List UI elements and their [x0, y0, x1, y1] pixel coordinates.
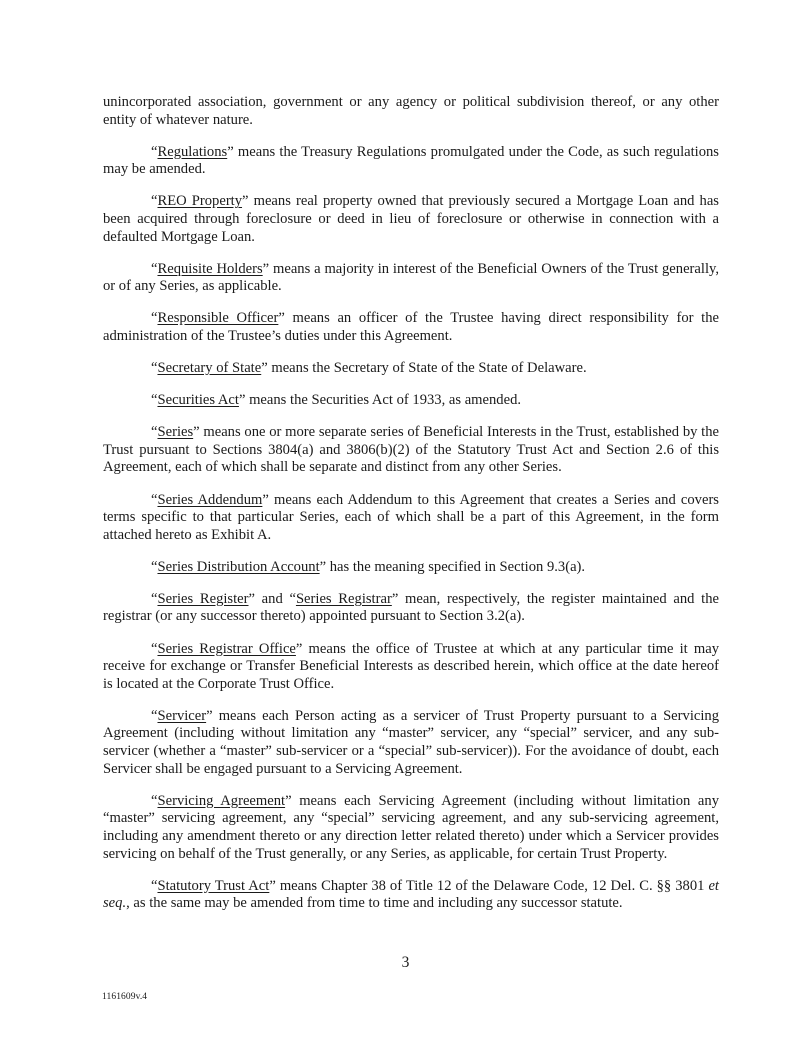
defined-term-secondary: Series Registrar — [295, 590, 392, 607]
definition-text: ” has the meaning specified in Section 9.3(a). — [319, 558, 586, 575]
definition-series-register: “Series Register” and “Series Registrar” mean, respectively, the register maintained and the registrar (or any successor thereto) appointed pursuant to Section 3.2(a). — [103, 590, 719, 625]
term-connector: ” and “ — [248, 590, 296, 607]
definition-requisite-holders: “Requisite Holders” means a majority in interest of the Beneficial Owners of the Trust generally, or of any Series, as applicable. — [103, 260, 719, 295]
defined-term: Securities Act — [157, 392, 239, 409]
definition-text: ” means a majority in interest of the Beneficial Owners of the Trust generally, or of any Series, as applicable. — [103, 260, 719, 295]
definition-text: ” means each Person acting as a servicer of Trust Property pursuant to a Servicing Agreement (including without limitation any “master” servicer, any “special” servicer, and any sub-servicer (whether a “master” sub-servicer or a “special” sub-servicer)). For the avoidance of doubt, each Servicer shall be engaged pursuant to a Servicing Agreement. — [103, 707, 719, 777]
definition-text-continued: , as the same may be amended from time to time and including any successor statute. — [126, 895, 623, 912]
definition-text: ” means the Securities Act of 1933, as amended. — [238, 392, 522, 409]
definition-series-addendum: “Series Addendum” means each Addendum to this Agreement that creates a Series and covers terms specific to that particular Series, each of which shall be a part of this Agreement, in the form attached hereto as Exhibit A. — [103, 491, 719, 543]
definition-servicing-agreement: “Servicing Agreement” means each Servicing Agreement (including without limitation any “master” servicing agreement, any “special” servicing agreement, and any sub-servicing agreement, including any amendment thereto or any direction letter related thereto) under which a Servicer provides servicing on behalf of the Trust generally, or any Series, as applicable, for certain Trust Property. — [103, 792, 719, 862]
definition-text: ” means each Servicing Agreement (including without limitation any “master” servicing agreement, any “special” servicing agreement, and any sub-servicing agreement, including any amendment thereto or any direction letter related thereto) under which a Servicer provides servicing on behalf of the Trust generally, or any Series, as applicable, for certain Trust Property. — [103, 792, 719, 862]
definition-responsible-officer: “Responsible Officer” means an officer of the Trustee having direct responsibility for the administration of the Trustee’s duties under this Agreement. — [103, 310, 719, 344]
defined-term: Series Registrar Office — [157, 640, 296, 657]
definition-series: “Series” means one or more separate series of Beneficial Interests in the Trust, established by the Trust pursuant to Sections 3804(a) and 3806(b)(2) of the Statutory Trust Act and Section 2.6 of this Agreement, each of which shall be separate and distinct from any other Series. — [103, 424, 719, 476]
definition-text: ” means the Treasury Regulations promulgated under the Code, as such regulations may be amended. — [103, 143, 719, 178]
definition-text: ” means each Addendum to this Agreement that creates a Series and covers terms specific to that particular Series, each of which shall be a part of this Agreement, in the form attached hereto as Exhibit A. — [103, 491, 719, 543]
defined-term: Statutory Trust Act — [157, 877, 270, 894]
page-number: 3 — [401, 954, 410, 971]
definition-reo-property: “REO Property” means real property owned that previously secured a Mortgage Loan and has been acquired through foreclosure or deed in lieu of foreclosure or otherwise in connection with a defaulted Mortgage Loan. — [103, 193, 719, 245]
defined-term: Servicer — [157, 707, 207, 724]
defined-term: Responsible Officer — [157, 310, 279, 327]
definition-series-registrar-office: “Series Registrar Office” means the office of Trustee at which at any particular time it may receive for exchange or Transfer Beneficial Interests as described herein, which office at the date hereof is located at the Corporate Trust Office. — [103, 640, 719, 692]
definition-text: ” means the Secretary of State of the State of Delaware. — [261, 360, 587, 377]
defined-term: Series Addendum — [157, 491, 263, 508]
definition-text: ” means real property owned that previously secured a Mortgage Loan and has been acquired through foreclosure or deed in lieu of foreclosure or otherwise in connection with a defaulted Mortgage Loan. — [103, 193, 719, 245]
document-body — [103, 94, 719, 927]
definition-securities-act: “Securities Act” means the Securities Act of 1933, as amended. — [151, 392, 522, 409]
definition-regulations: “Regulations” means the Treasury Regulations promulgated under the Code, as such regulations may be amended. — [103, 143, 719, 178]
defined-term: Series — [157, 424, 194, 441]
defined-term: REO Property — [157, 193, 243, 210]
defined-term: Servicing Agreement — [157, 792, 286, 809]
definition-text: ” means one or more separate series of Beneficial Interests in the Trust, established by the Trust pursuant to Sections 3804(a) and 3806(b)(2) of the Statutory Trust Act and Section 2.6 of this Agreement, each of which shall be separate and distinct from any other Series. — [103, 424, 719, 476]
document-id: 1161609v.4 — [102, 992, 148, 1002]
definition-statutory-trust-act: “Statutory Trust Act” means Chapter 38 of Title 12 of the Delaware Code, 12 Del. C. §§ 3801 et seq., as the same may be amended from time to time and including any successor statute. — [103, 877, 719, 912]
defined-term: Series Register — [157, 590, 249, 607]
definition-secretary-of-state: “Secretary of State” means the Secretary of State of the State of Delaware. — [151, 360, 587, 377]
definition-text: ” means the office of Trustee at which at any particular time it may receive for exchange or Transfer Beneficial Interests as described herein, which office at the date hereof is located at the Corporate Trust Office. — [103, 640, 719, 692]
defined-term: Secretary of State — [157, 360, 262, 377]
definition-text: ” mean, respectively, the register maintained and the registrar (or any successor thereto) appointed pursuant to Section 3.2(a). — [103, 590, 719, 625]
defined-term: Regulations — [157, 143, 228, 160]
latin-citation: et seq. — [103, 877, 719, 912]
lead-paragraph: unincorporated association, government or any agency or political subdivision thereof, or any other entity of whatever nature. — [103, 94, 719, 128]
definition-servicer: “Servicer” means each Person acting as a servicer of Trust Property pursuant to a Servicing Agreement (including without limitation any “master” servicer, any “special” servicer, and any sub-servicer (whether a “master” sub-servicer or a “special” sub-servicer)). For the avoidance of doubt, each Servicer shall be engaged pursuant to a Servicing Agreement. — [103, 707, 719, 777]
definition-series-distribution-account: “Series Distribution Account” has the meaning specified in Section 9.3(a). — [151, 558, 586, 575]
definition-text: ” means an officer of the Trustee having direct responsibility for the administration of the Trustee’s duties under this Agreement. — [103, 310, 719, 344]
definition-text: ” means Chapter 38 of Title 12 of the Delaware Code, 12 Del. C. §§ 3801 — [269, 877, 709, 894]
defined-term: Series Distribution Account — [157, 558, 320, 575]
defined-term: Requisite Holders — [157, 260, 263, 277]
